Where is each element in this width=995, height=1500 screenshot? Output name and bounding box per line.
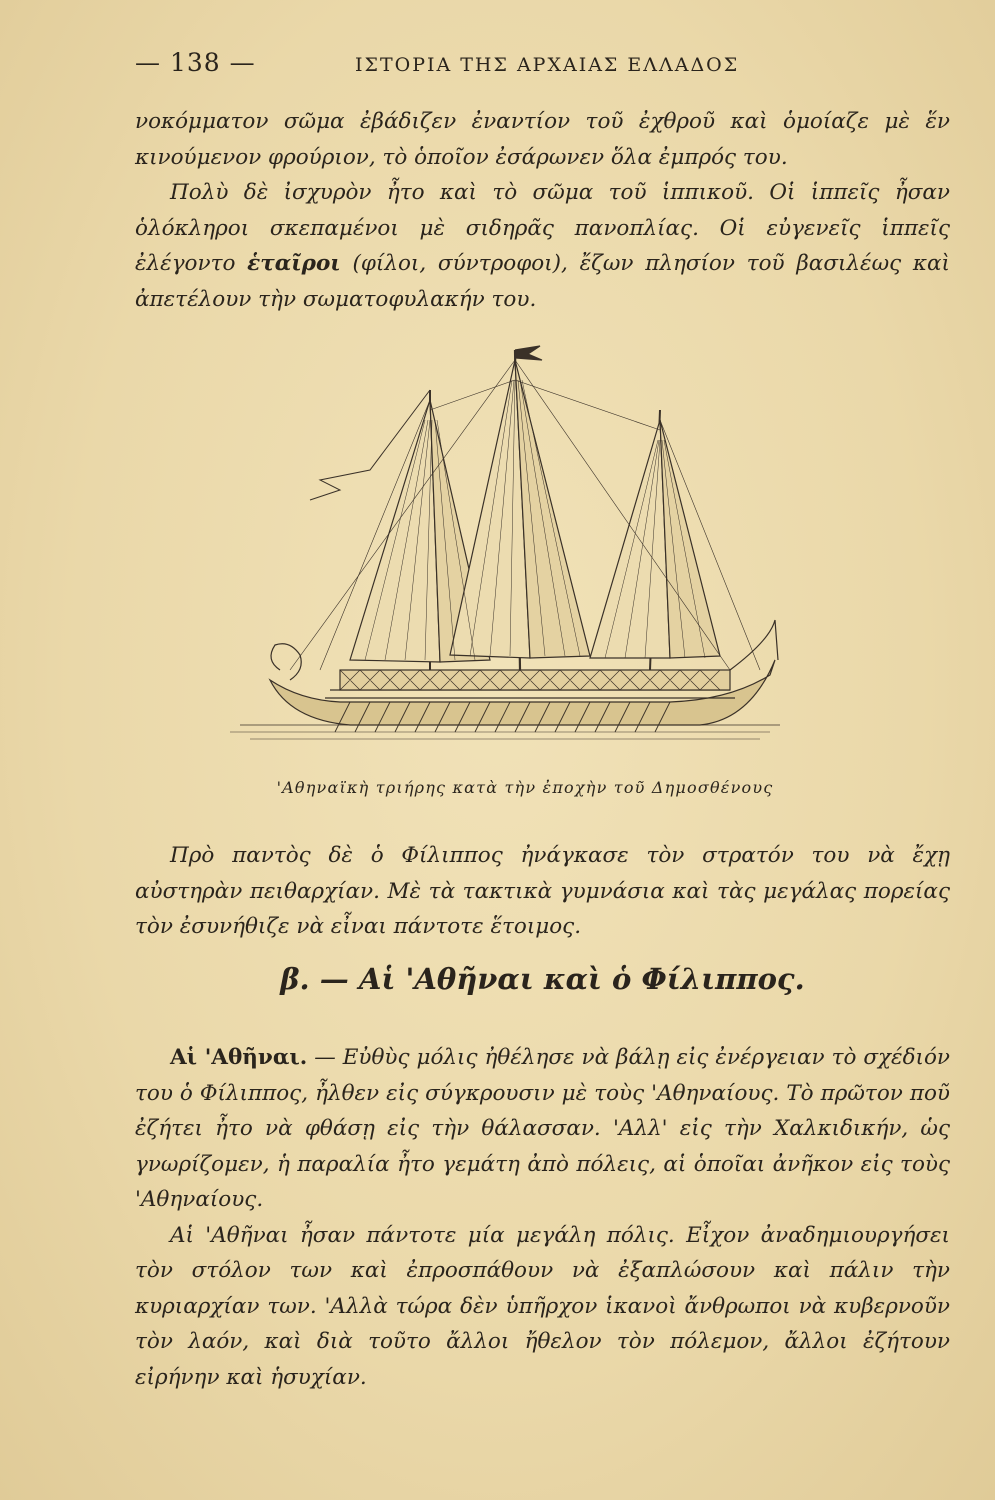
athens-section <box>135 1040 950 1395</box>
athens-text: — Εὐθὺς μόλις ἠθέλησε νὰ βάλῃ εἰς ἐνέργειαν τὸ σχέδιόν του ὁ Φίλιππος, ἦλθεν εἰς σύγκρουσιν μὲ τοὺς 'Αθηναίους. Τὸ πρῶτον ποῦ ἐζήτει ἦτο νὰ φθάσῃ εἰς τὴν θάλασσαν. 'Αλλ' εἰς τὴν Χαλκιδικήν, ὡς γνωρίζομεν, ἡ παραλία ἦτο γεμάτη ἀπὸ πόλεις, αἱ ὁποῖαι ἀνῆκον εἰς τοὺς 'Αθηναίους. <box>135 1045 950 1212</box>
running-title: ΙΣΤΟΡΙΑ ΤΗΣ ΑΡΧΑΙΑΣ ΕΛΛΑΔΟΣ <box>355 54 740 76</box>
page-number: — 138 — <box>135 48 256 77</box>
text-line: κινούμενον φρούριον, τὸ ὁποῖον ἐσάρωνεν ὅλα ἐμπρός του. <box>135 144 788 170</box>
page-header <box>135 48 955 88</box>
text-line: νοκόμματον σῶμα ἐβάδιζεν ἐναντίον τοῦ ἐχθροῦ καὶ ὁμοίαζε μὲ ἕν <box>135 109 950 134</box>
discipline-paragraph: Πρὸ παντὸς δὲ ὁ Φίλιππος ἠνάγκασε τὸν στρατόν του νὰ ἔχῃ αὐστηρὰν πειθαρχίαν. Μὲ τὰ τακτικὰ γυμνάσια καὶ τὰς μεγάλας πορείας τὸν ἐσυνήθιζε νὰ εἶναι πάντοτε ἕτοιμος. <box>135 843 950 939</box>
trireme-illustration <box>230 340 790 760</box>
section-heading: β. — Αἱ 'Αθῆναι καὶ ὁ Φίλιππος. <box>280 962 805 996</box>
cavalry-text: Πολὺ δὲ ἰσχυρὸν ἦτο καὶ τὸ σῶμα τοῦ ἱππικοῦ. Οἱ ἱππεῖς ἦσαν ὁλόκληροι σκεπαμένοι μὲ σιδηρᾶς πανοπλίας. Οἱ εὐγενεῖς ἱππεῖς ἐλέγοντο <box>135 180 950 276</box>
ship-engraving <box>230 340 790 760</box>
cavalry-paragraph <box>135 175 950 317</box>
athens-paragraph-2: Αἱ 'Αθῆναι ἦσαν πάντοτε μία μεγάλη πόλις. Εἶχον ἀναδημιουργήσει τὸν στόλον των καὶ ἐπροσπάθουν νὰ ἐξαπλώσουν καὶ πάλιν τὴν κυριαρχίαν των. 'Αλλὰ τώρα δὲν ὑπῆρχον ἱκανοὶ ἄνθρωποι νὰ κυβερνοῦν τὸν λαόν, καὶ διὰ τοῦτο ἄλλοι ἤθελον τὸν πόλεμον, ἄλλοι ἐζήτουν εἰρήνην καὶ ἡσυχίαν. <box>135 1222 950 1390</box>
top-paragraph <box>135 104 950 317</box>
hetairoi-term: ἑταῖροι <box>247 251 341 276</box>
athens-paragraph <box>135 1040 950 1218</box>
cavalry-text-rest: (φίλοι, σύντροφοι), ἔζων πλησίον τοῦ βασιλέως καὶ ἀπετέλουν τὴν σωματοφυλακήν του. <box>135 251 950 312</box>
figure-caption: 'Αθηναϊκὴ τριήρης κατὰ τὴν ἐποχὴν τοῦ Δημοσθένους <box>276 778 774 797</box>
section-lead: Αἱ 'Αθῆναι. <box>170 1045 308 1070</box>
